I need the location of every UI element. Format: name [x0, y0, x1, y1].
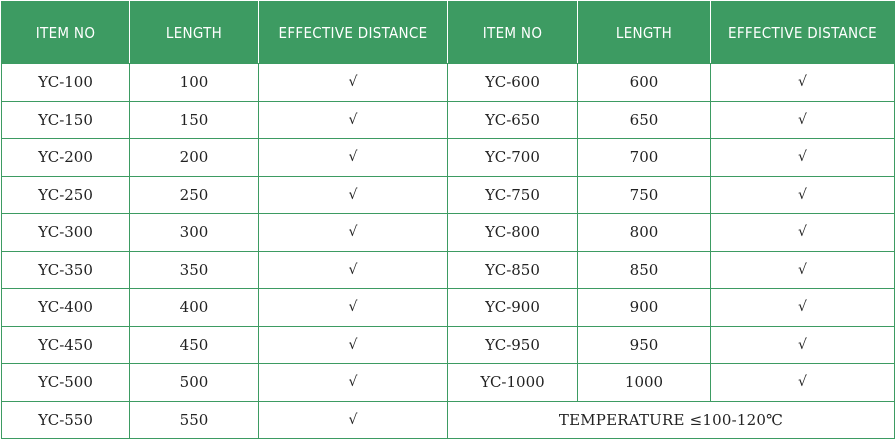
- table-row: [2, 214, 895, 252]
- check-icon: √: [711, 101, 895, 139]
- check-icon: √: [259, 101, 448, 139]
- length-cell: 800: [578, 214, 711, 252]
- check-icon: √: [711, 139, 895, 177]
- table-row: [2, 401, 895, 439]
- length-cell: 300: [130, 214, 259, 252]
- header-effective-distance: EFFECTIVE DISTANCE: [259, 2, 448, 64]
- table-row: [2, 326, 895, 364]
- check-icon: √: [711, 176, 895, 214]
- item-no-cell: YC-600: [448, 64, 578, 102]
- table-row: [2, 64, 895, 102]
- header-length: LENGTH: [130, 2, 259, 64]
- length-cell: 150: [130, 101, 259, 139]
- check-icon: √: [711, 364, 895, 402]
- check-icon: √: [259, 214, 448, 252]
- item-no-cell: YC-300: [2, 214, 130, 252]
- item-no-cell: YC-1000: [448, 364, 578, 402]
- item-no-cell: YC-550: [2, 401, 130, 439]
- length-cell: 600: [578, 64, 711, 102]
- table-row: [2, 251, 895, 289]
- check-icon: √: [259, 326, 448, 364]
- length-cell: 200: [130, 139, 259, 177]
- item-no-cell: YC-450: [2, 326, 130, 364]
- length-cell: 750: [578, 176, 711, 214]
- item-no-cell: YC-950: [448, 326, 578, 364]
- check-icon: √: [711, 251, 895, 289]
- check-icon: √: [259, 64, 448, 102]
- check-icon: √: [711, 214, 895, 252]
- table-row: [2, 101, 895, 139]
- item-no-cell: YC-700: [448, 139, 578, 177]
- item-no-cell: YC-650: [448, 101, 578, 139]
- check-icon: √: [711, 64, 895, 102]
- table-row: [2, 176, 895, 214]
- check-icon: √: [259, 401, 448, 439]
- item-no-cell: YC-250: [2, 176, 130, 214]
- length-cell: 950: [578, 326, 711, 364]
- length-cell: 400: [130, 289, 259, 327]
- header-item-no-2: ITEM NO: [448, 2, 578, 64]
- header-item-no: ITEM NO: [2, 2, 130, 64]
- check-icon: √: [259, 364, 448, 402]
- length-cell: 900: [578, 289, 711, 327]
- item-no-cell: YC-400: [2, 289, 130, 327]
- check-icon: √: [711, 289, 895, 327]
- length-cell: 500: [130, 364, 259, 402]
- item-no-cell: YC-100: [2, 64, 130, 102]
- length-cell: 1000: [578, 364, 711, 402]
- item-no-cell: YC-850: [448, 251, 578, 289]
- table-row: [2, 364, 895, 402]
- item-no-cell: YC-800: [448, 214, 578, 252]
- check-icon: √: [259, 289, 448, 327]
- length-cell: 650: [578, 101, 711, 139]
- length-cell: 250: [130, 176, 259, 214]
- length-cell: 350: [130, 251, 259, 289]
- header-effective-distance-2: EFFECTIVE DISTANCE: [711, 2, 895, 64]
- check-icon: √: [711, 326, 895, 364]
- item-no-cell: YC-500: [2, 364, 130, 402]
- check-icon: √: [259, 176, 448, 214]
- table-row: [2, 289, 895, 327]
- temperature-note: TEMPERATURE ≤100-120℃: [448, 401, 895, 439]
- header-row: [2, 2, 895, 64]
- check-icon: √: [259, 251, 448, 289]
- check-icon: √: [259, 139, 448, 177]
- item-no-cell: YC-150: [2, 101, 130, 139]
- header-length-2: LENGTH: [578, 2, 711, 64]
- item-no-cell: YC-900: [448, 289, 578, 327]
- length-cell: 850: [578, 251, 711, 289]
- length-cell: 700: [578, 139, 711, 177]
- item-no-cell: YC-200: [2, 139, 130, 177]
- length-cell: 450: [130, 326, 259, 364]
- length-cell: 100: [130, 64, 259, 102]
- item-no-cell: YC-750: [448, 176, 578, 214]
- table-row: [2, 139, 895, 177]
- item-no-cell: YC-350: [2, 251, 130, 289]
- spec-table: [1, 1, 895, 439]
- length-cell: 550: [130, 401, 259, 439]
